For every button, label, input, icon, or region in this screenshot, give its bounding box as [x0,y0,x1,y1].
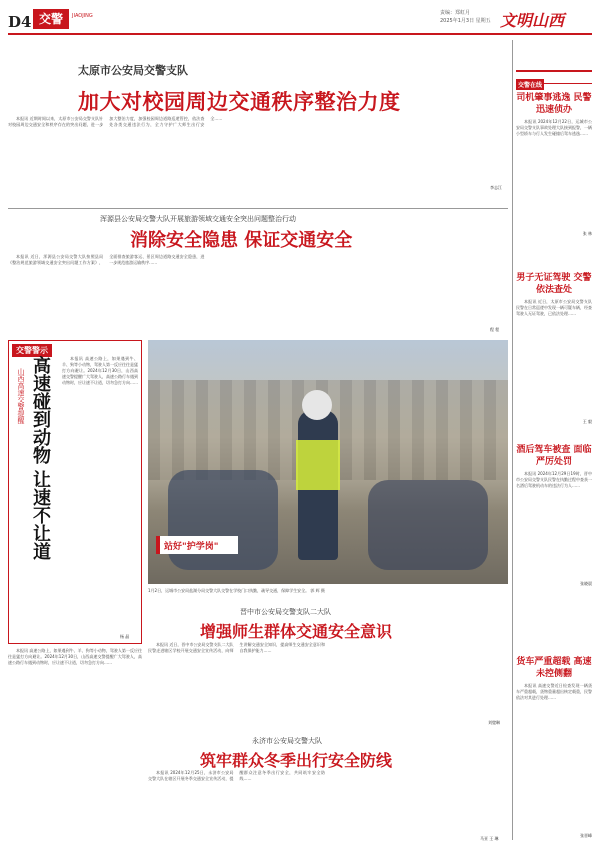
warning-section-label: 交警警示 [12,344,52,357]
sidebar-item-1: 司机肇事逃逸 民警迅速侦办 本报讯 2024年12月22日，运城市公安局交警支队事故处理大队接到报警，一辆小型轿车与行人发生碰撞后驾车逃逸…… 张 林 [516,93,592,236]
issue-date: 2025年1月3日 星期五 [440,18,491,24]
story4-body: 本报讯 2024年12月25日，永济市公安局交警大队在辖区开展冬季交通安全宣传活动，提醒群众注意冬季出行安全，共同筑牢安全防线…… [148,770,325,781]
warning-body: 本报讯 高速公路上，如果遇到牛、羊、狗等小动物，驾驶人第一反应往往是猛打方向避让。2024年12月30日，山西高速交警提醒广大驾驶人，高速公路行车遇到动物时，应让速不让道，切勿急打方向…… [62,356,138,385]
sidebar-item-2: 男子无证驾驶 交警依法查处 本报讯 近日，太原市公安局交警支队民警在日常巡逻中发现一辆可疑车辆，经查驾驶人无证驾驶，已依法处理…… 王 毅 [516,273,592,424]
story4-title: 筑牢群众冬季出行安全防线 [200,751,393,770]
story3-kicker: 晋中市公安局交警支队二大队 [240,608,331,616]
story3-author: 刘璧琳 [488,720,500,725]
lead-body: 本报讯 近期时间以来，太原市公安局交警支队针对校园周边交通安全和秩序存在的突出问题，进一步加大整治力度，加强校园周边道路巡逻管控，依法查处各类交通违法行为，全力守护广大师生出行安全…… [8,116,223,127]
section-label: 交警 [33,9,69,29]
sidebar-header [516,70,592,89]
story2-kicker: 浑源县公安局交警大队开展旅游领域交通安全突出问题整治行动 [100,215,296,223]
section-label-en: JIAOJING [72,13,93,19]
story4-kicker: 永济市公安局交警大队 [252,737,322,745]
story2-title: 消除安全隐患 保证交通安全 [130,230,353,251]
warning-body-cont: 本报讯 高速公路上，如果遇到牛、羊、狗等小动物，驾驶人第一反应往往是猛打方向避让。2024年12月30日，山西高速交警提醒广大驾驶人，高速公路行车遇到动物时，应让速不让道，切勿急打方向…… [8,648,142,665]
story3-title: 增强师生群体交通安全意识 [200,622,393,641]
warning-kicker: 山西高速交警提醒 [17,368,25,424]
sidebar-section-label: 交警在线 [516,79,544,90]
lead-author: 李志江 [490,185,502,190]
sidebar-item-3: 酒后驾车被查 面临严厉处罚 本报讯 2024年12月29日19时，晋中市公安局交警支队民警在执勤过程中查获一名酒后驾驶机动车的违法行为人…… 张晓晨 [516,445,592,586]
news-photo [148,340,508,584]
story2-body: 本报讯 近日，浑源县公安局交警大队按照县局《整治规范旅游领域交通安全突出问题工作方案》，全面排查旅游客运、景区周边道路交通安全隐患，进一步规范旅游运输秩序…… [8,254,205,265]
photo-caption: 1月2日，运城市公安局盐湖分局交警大队交警在学校门口执勤，疏导交通，保障学生安全。 郭 辉 摄 [148,588,325,593]
page-number: D4 [8,13,32,31]
lead-title: 加大对校园周边交通秩序整治力度 [78,89,401,114]
story4-author: 马亚 王 琳 [480,836,499,841]
warning-author: 杨 晶 [120,634,130,639]
lead-kicker: 太原市公安局交警支队 [78,64,188,77]
story2-author: 程 程 [490,327,500,332]
story3-body: 本报讯 近日，晋中市公安局交警支队二大队民警走进辖区学校开展交通安全宣传活动，向师生讲解交通安全知识，提高师生交通安全意识和自我保护能力…… [148,642,325,653]
editor-credit: 责编：郑虹月 [440,10,471,16]
photo-caption-title: 站好"护学岗" [156,536,238,554]
sidebar-item-4: 货车严重超载 高速未控侧翻 本报讯 高速交警近日检查发现一辆货车严重超载，货物重量超出核定载重，民警依法对其进行处理…… 张晋峰 [516,657,592,838]
paper-logo: 文明山西 [500,11,565,30]
warning-title: 高速碰到动物 让速不让道 [30,356,51,561]
